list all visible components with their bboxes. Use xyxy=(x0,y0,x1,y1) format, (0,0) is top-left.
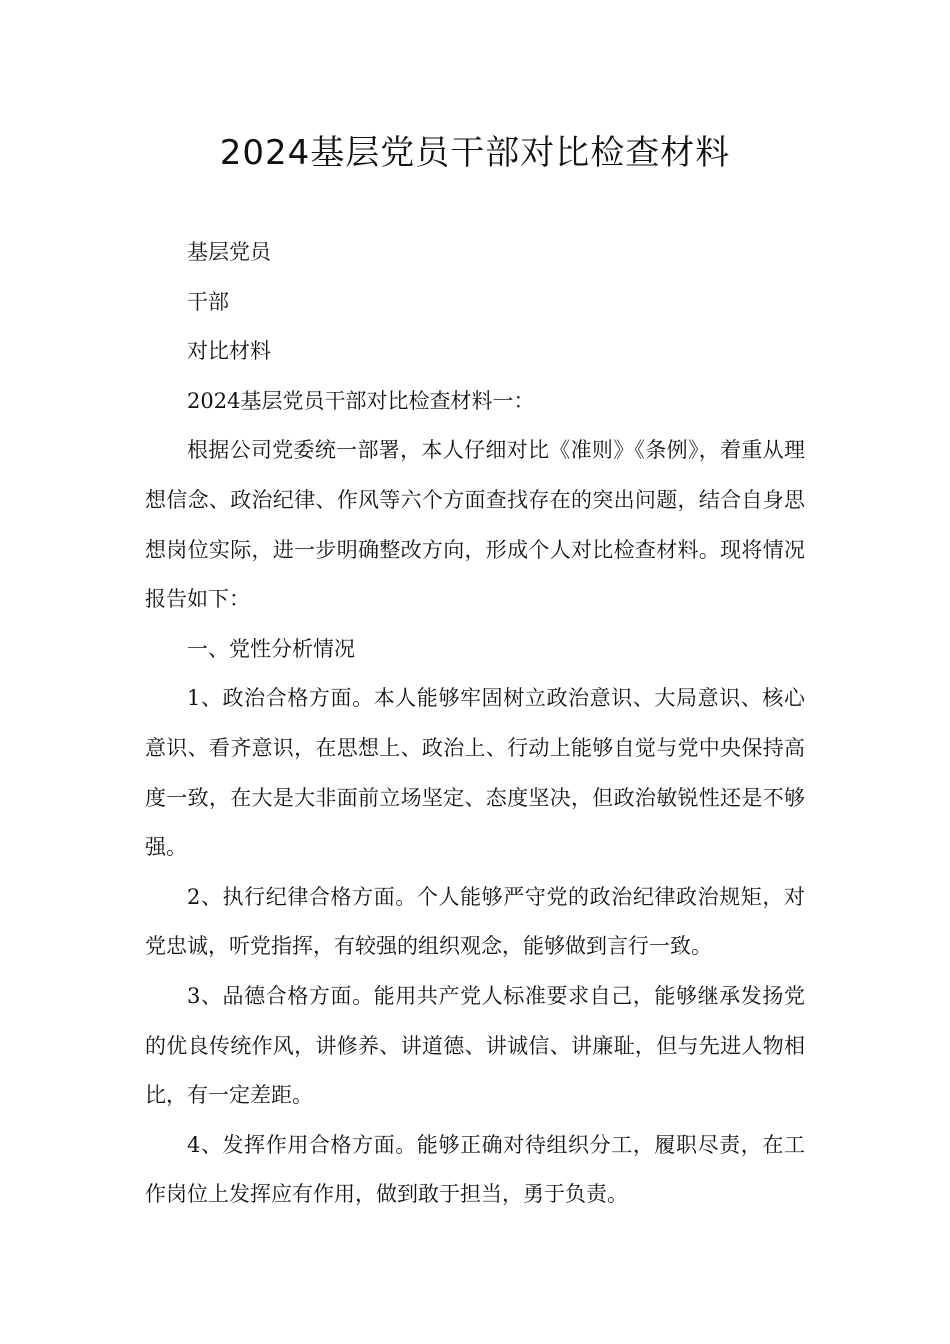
paragraph-subtitle: 2024基层党员干部对比检查材料一： xyxy=(187,388,535,413)
paragraph-item-4: 4、发挥作用合格方面。能够正确对待组织分工，履职尽责，在工作岗位上发挥应有作用，做到敢于担当，勇于负责。 xyxy=(145,1132,805,1207)
paragraph-intro: 根据公司党委统一部署，本人仔细对比《准则》《条例》，着重从理想信念、政治纪律、作风等六个方面查找存在的突出问题，结合自身思想岗位实际，进一步明确整改方向，形成个人对比检查材料。现将情况报告如下： xyxy=(145,438,805,612)
paragraph-item-1: 1、政治合格方面。本人能够牢固树立政治意识、大局意识、核心意识、看齐意识，在思想上、政治上、行动上能够自觉与党中央保持高度一致，在大是大非面前立场坚定、态度坚决，但政治敏锐性还是不够强。 xyxy=(145,686,805,860)
section-heading: 一、党性分析情况 xyxy=(187,636,355,661)
paragraph-keyword-1: 基层党员 xyxy=(187,240,271,264)
paragraph-keyword-2: 干部 xyxy=(187,289,229,314)
paragraph-item-2: 2、执行纪律合格方面。个人能够严守党的政治纪律政治规矩，对党忠诚，听党指挥，有较强的组织观念，能够做到言行一致。 xyxy=(145,884,805,959)
paragraph-item-3: 3、品德合格方面。能用共产党人标准要求自己，能够继承发扬党的优良传统作风，讲修养、讲道德、讲诚信、讲廉耻，但与先进人物相比，有一定差距。 xyxy=(145,983,805,1108)
document-body xyxy=(145,228,805,1220)
document-title: 2024基层党员干部对比检查材料 xyxy=(219,133,731,173)
paragraph-keyword-3: 对比材料 xyxy=(187,339,271,364)
